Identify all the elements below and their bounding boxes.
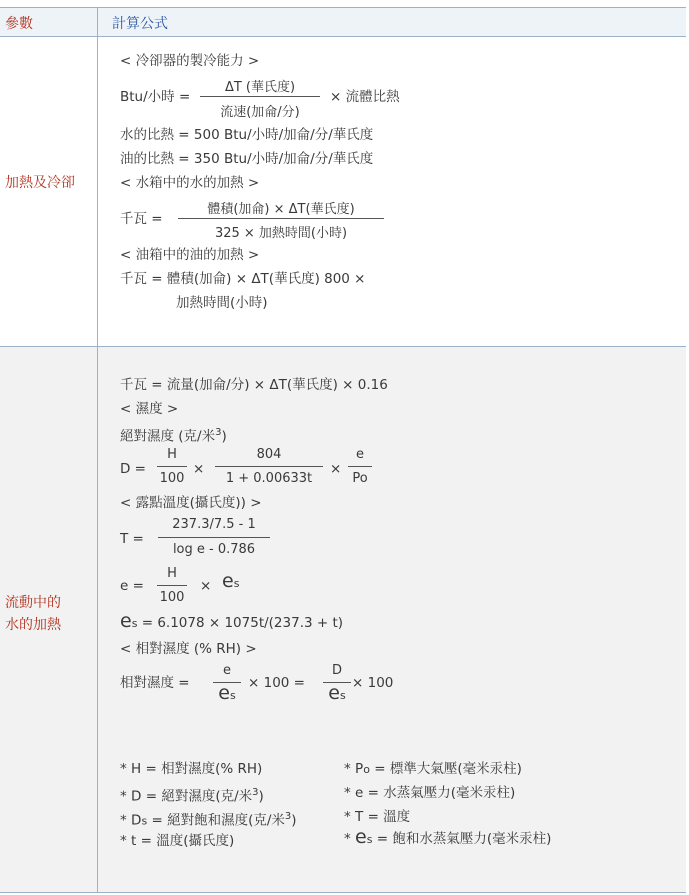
e-fraction-line xyxy=(157,585,187,586)
btu-numerator: ΔT (華氏度) xyxy=(224,80,296,95)
t-denominator: log e - 0.786 xyxy=(172,542,256,557)
d-lhs: D = xyxy=(120,461,146,477)
btu-fraction-line xyxy=(200,96,320,97)
d-f2-line xyxy=(215,466,323,467)
header-formula: 計算公式 xyxy=(112,16,168,32)
d-f2-numerator: 804 xyxy=(256,447,282,462)
kw-denominator: 325 × 加熱時間(小時) xyxy=(214,226,348,241)
d-f3-denominator: Po xyxy=(352,471,368,486)
kw-numerator: 體積(加侖) × ΔT(華氏度) xyxy=(207,202,355,217)
table-bottom-border xyxy=(0,892,686,893)
flow-kw-formula: 千瓦 = 流量(加侖/分) × ΔT(華氏度) × 0.16 xyxy=(120,377,388,393)
legend-ds: * Ds = 絕對飽和濕度(克/米$^3$) xyxy=(120,811,297,829)
d-times-1: × xyxy=(193,461,205,477)
tank-water-title: < 水箱中的水的加熱 > xyxy=(120,175,260,191)
e-lhs: e = xyxy=(120,578,144,594)
row2-label-line2: 水的加熱 xyxy=(5,617,61,633)
kw-fraction-line xyxy=(178,218,384,219)
e-es: es xyxy=(222,570,240,592)
oil-kw-line2: 加熱時間(小時) xyxy=(176,295,268,311)
column-divider xyxy=(97,7,98,893)
rh-mid: × 100 = xyxy=(248,675,305,691)
d-f2-denominator: 1 + 0.00633t xyxy=(225,471,313,486)
d-f1-line xyxy=(157,466,187,467)
d-f3-numerator: e xyxy=(356,447,364,462)
row1-label: 加熱及冷卻 xyxy=(5,175,75,191)
water-specific-heat: 水的比熱 = 500 Btu/小時/加侖/分/華氏度 xyxy=(120,127,374,143)
legend-h: * H = 相對濕度(% RH) xyxy=(120,761,263,777)
rh-f1-denominator: es xyxy=(218,682,236,704)
d-f1-numerator: H xyxy=(167,447,177,462)
row-divider xyxy=(0,346,686,347)
btu-lhs: Btu/小時 = xyxy=(120,89,191,105)
rh-f2-denominator: es xyxy=(328,682,346,704)
oil-specific-heat: 油的比熱 = 350 Btu/小時/加侖/分/華氏度 xyxy=(120,151,374,167)
kw-lhs: 千瓦 = xyxy=(120,211,163,227)
chiller-title: < 冷卻器的製冷能力 > xyxy=(120,53,260,69)
row-heating-cooling xyxy=(0,36,686,346)
humidity-title: < 濕度 > xyxy=(120,401,179,417)
header-parameter: 參數 xyxy=(5,16,33,32)
e-denominator: 100 xyxy=(159,590,185,605)
rh-tail: × 100 xyxy=(352,675,394,691)
row2-label-line1: 流動中的 xyxy=(5,595,61,611)
legend-e: * e = 水蒸氣壓力(毫米汞柱) xyxy=(344,785,516,801)
es-formula: es = 6.1078 × 1075t/(237.3 + t) xyxy=(120,610,344,632)
d-f3-line xyxy=(348,466,372,467)
rh-f2-numerator: D xyxy=(331,663,342,678)
oil-kw-line1: 千瓦 = 體積(加侖) × ΔT(華氏度) 800 × xyxy=(120,271,366,287)
legend-es: * es = 飽和水蒸氣壓力(毫米汞柱) xyxy=(344,826,552,848)
legend-t-upper: * T = 溫度 xyxy=(344,809,411,825)
rh-f1-numerator: e xyxy=(223,663,231,678)
rh-title: < 相對濕度 (% RH) > xyxy=(120,641,257,657)
btu-denominator: 流速(加侖/分) xyxy=(220,105,300,120)
legend-t-lower: * t = 溫度(攝氏度) xyxy=(120,833,235,849)
legend-po: * Po = 標準大氣壓(毫米汞柱) xyxy=(344,761,522,777)
t-numerator: 237.3/7.5 - 1 xyxy=(172,517,256,532)
t-lhs: T = xyxy=(120,531,144,547)
table-header xyxy=(0,7,686,37)
tank-oil-title: < 油箱中的油的加熱 > xyxy=(120,247,260,263)
legend-d: * D = 絕對濕度(克/米$^3$) xyxy=(120,787,264,805)
d-f1-denominator: 100 xyxy=(159,471,185,486)
absolute-humidity: 絕對濕度 (克/米$^3$) xyxy=(120,427,227,445)
rh-lhs: 相對濕度 = xyxy=(120,675,190,691)
dew-title: < 露點溫度(攝氏度)) > xyxy=(120,495,262,511)
d-times-2: × xyxy=(330,461,342,477)
t-fraction-line xyxy=(158,537,270,538)
e-times: × xyxy=(200,578,212,594)
e-numerator: H xyxy=(167,566,177,581)
btu-tail: × 流體比熱 xyxy=(330,89,400,105)
